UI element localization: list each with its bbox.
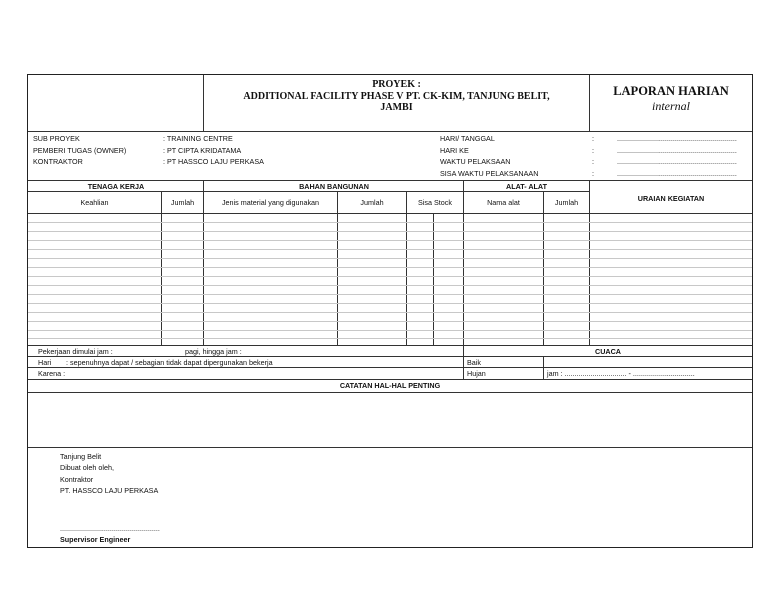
info-field-hari-tanggal[interactable]: ............................................................ <box>617 134 737 143</box>
info-label-hari-ke: HARI KE <box>440 146 469 155</box>
project-name-line2: JAMBI <box>380 102 413 113</box>
table-row-line <box>28 303 752 304</box>
table-header-bottom <box>28 213 752 214</box>
col-jenis-material: Jenis material yang digunakan <box>221 198 320 207</box>
info-label-waktu: WAKTU PELAKSAAN <box>440 157 511 166</box>
project-name-line1: ADDITIONAL FACILITY PHASE V PT. CK-KIM, TANJUNG BELIT, <box>243 91 550 102</box>
work-reason-label: Karena : <box>38 369 66 378</box>
weather-line-3 <box>28 379 752 380</box>
info-colon-hari-tanggal: : <box>592 134 594 143</box>
table-row-line <box>28 231 752 232</box>
info-field-sisa-waktu[interactable]: ............................................................ <box>617 169 737 178</box>
info-label-sub-proyek: SUB PROYEK <box>33 134 80 143</box>
work-start-label: Pekerjaan dimulai jam : <box>38 347 113 356</box>
info-field-hari-ke[interactable]: ............................................................ <box>617 146 737 155</box>
info-label-hari-tanggal: HARI/ TANGGAL <box>440 134 495 143</box>
col-sisa-stock: Sisa Stock <box>418 198 452 207</box>
work-until-label: pagi, hingga jam : <box>185 347 242 356</box>
notes-area[interactable] <box>28 393 752 447</box>
weather-baik-label: Baik <box>467 358 481 367</box>
header-bottom-line <box>28 131 752 132</box>
col-nama-alat: Nama alat <box>487 198 520 207</box>
group-bahan-bangunan: BAHAN BANGUNAN <box>299 182 369 191</box>
report-title: LAPORAN HARIAN <box>613 84 729 98</box>
signature-company: PT. HASSCO LAJU PERKASA <box>60 486 159 495</box>
info-label-owner: PEMBERI TUGAS (OWNER) <box>33 146 127 155</box>
report-subtitle: internal <box>652 99 690 113</box>
table-row-line <box>28 294 752 295</box>
info-value-kontraktor: : PT HASSCO LAJU PERKASA <box>163 157 264 166</box>
table-row-line <box>28 258 752 259</box>
work-day-value: : sepenuhnya dapat / sebagian tidak dapat dipergunakan bekerja <box>66 358 273 367</box>
weather-hujan-time[interactable]: jam : ............................... - ............................... <box>547 369 695 378</box>
signature-place: Tanjung Belit <box>60 452 102 461</box>
col-jumlah-tenaga: Jumlah <box>170 198 195 207</box>
signature-made-by: Dibuat oleh oleh, <box>60 463 114 472</box>
col-jumlah-bahan: Jumlah <box>360 198 384 207</box>
weather-title: CUACA <box>595 347 621 356</box>
table-bottom-line <box>28 345 752 346</box>
table-row-line <box>28 330 752 331</box>
table-row-line <box>28 249 752 250</box>
info-label-kontraktor: KONTRAKTOR <box>33 157 83 166</box>
notes-title: CATATAN HAL-HAL PENTING <box>339 381 441 390</box>
table-row-line <box>28 222 752 223</box>
info-field-waktu[interactable]: ............................................................ <box>617 157 737 166</box>
col-keahlian: Keahlian <box>80 198 109 207</box>
weather-line-1 <box>28 356 752 357</box>
table-row-line <box>28 267 752 268</box>
col-jumlah-alat: Jumlah <box>554 198 579 207</box>
signature-line[interactable]: .................................................. <box>60 524 160 533</box>
group-alat-alat: ALAT- ALAT <box>506 182 547 191</box>
table-row-line <box>28 276 752 277</box>
table-row-line <box>28 285 752 286</box>
weather-hujan-label: Hujan <box>467 369 486 378</box>
table-row-line <box>28 321 752 322</box>
notes-bottom-line <box>28 447 752 448</box>
weather-line-2 <box>28 367 752 368</box>
group-uraian-kegiatan: URAIAN KEGIATAN <box>637 194 705 203</box>
table-row-line <box>28 240 752 241</box>
signature-role: Kontraktor <box>60 475 94 484</box>
work-day-label: Hari <box>38 358 52 367</box>
info-colon-waktu: : <box>592 157 594 166</box>
table-subheader-line <box>28 191 589 192</box>
info-value-sub-proyek: : TRAINING CENTRE <box>163 134 233 143</box>
info-value-owner: : PT CIPTA KRIDATAMA <box>163 146 242 155</box>
group-tenaga-kerja: TENAGA KERJA <box>87 182 145 191</box>
info-colon-sisa-waktu: : <box>592 169 594 178</box>
signature-signer: Supervisor Engineer <box>60 535 131 544</box>
info-label-sisa-waktu: SISA WAKTU PELAKSANAAN <box>440 169 539 178</box>
table-vline <box>433 213 434 345</box>
info-bottom-line <box>28 180 752 181</box>
table-row-line <box>28 312 752 313</box>
proyek-label: PROYEK : <box>372 79 421 90</box>
table-row-line <box>28 338 752 339</box>
info-colon-hari-ke: : <box>592 146 594 155</box>
